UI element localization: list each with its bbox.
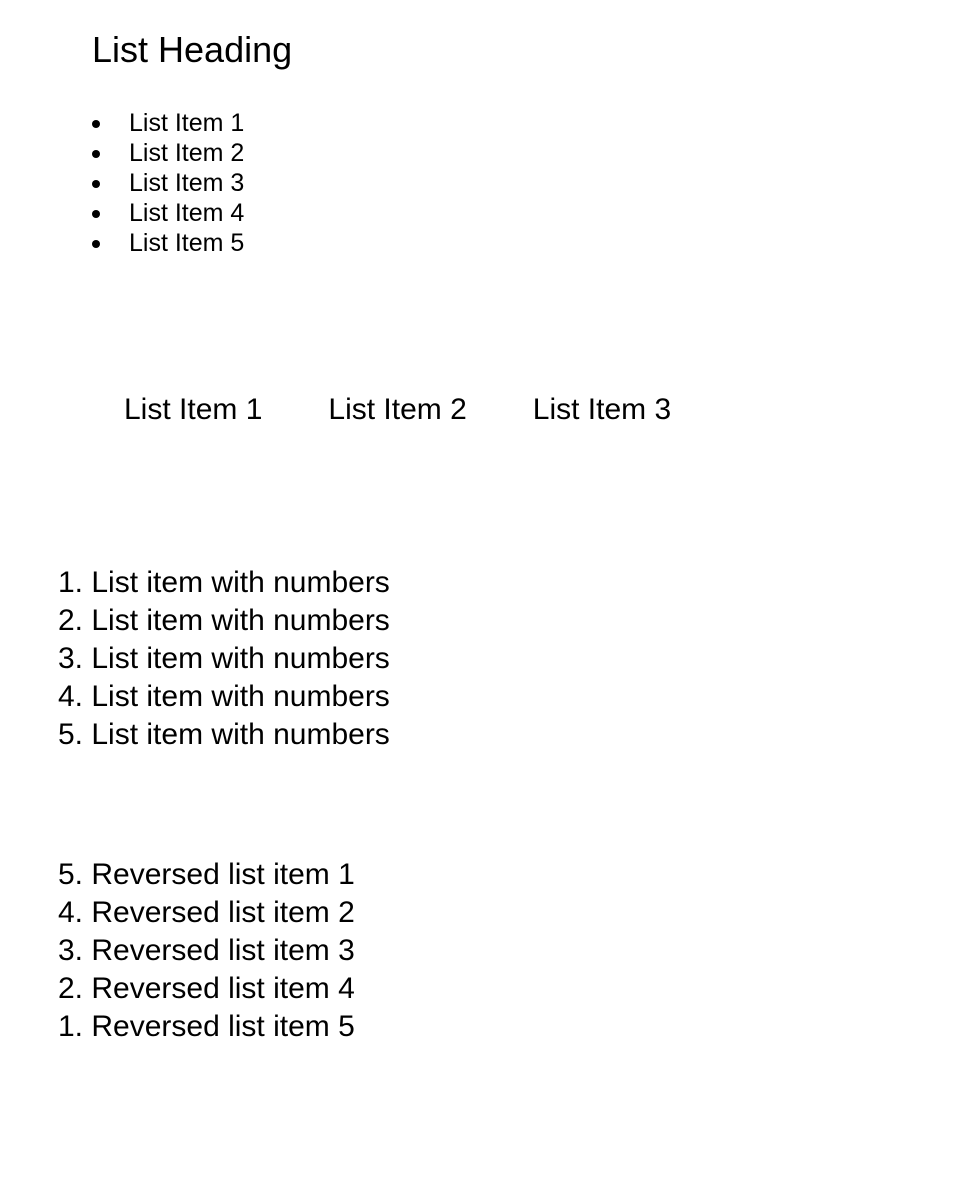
bullet-list-item — [92, 168, 244, 198]
list-marker: 2. — [58, 604, 84, 637]
list-item-label: List item with numbers — [91, 718, 390, 751]
list-marker: 4. — [58, 896, 84, 929]
numbered-list-item — [58, 678, 390, 716]
bullet-icon — [92, 240, 100, 248]
list-item-label: List item with numbers — [91, 680, 390, 713]
list-item-label: Reversed list item 4 — [91, 972, 355, 1005]
bullet-list-item — [92, 228, 244, 258]
inline-list-item: List Item 3 — [532, 393, 672, 426]
bullet-item-label: List Item 3 — [129, 169, 245, 197]
bullet-item-label: List Item 5 — [129, 229, 245, 257]
list-heading: List Heading — [92, 29, 293, 70]
bullet-list-item — [92, 198, 244, 228]
reversed-list — [58, 856, 355, 1046]
list-marker: 4. — [58, 680, 84, 713]
list-item-label: List item with numbers — [91, 642, 390, 675]
reversed-list-item — [58, 856, 355, 894]
numbered-list-item — [58, 716, 390, 754]
list-marker: 3. — [58, 642, 84, 675]
numbered-list-item — [58, 564, 390, 602]
bullet-list-item — [92, 138, 244, 168]
list-marker: 1. — [58, 1010, 84, 1043]
bullet-icon — [92, 210, 100, 218]
list-item-label: Reversed list item 5 — [91, 1010, 355, 1043]
list-item-label: Reversed list item 2 — [91, 896, 355, 929]
bullet-icon — [92, 180, 100, 188]
list-marker: 3. — [58, 934, 84, 967]
list-marker: 2. — [58, 972, 84, 1005]
reversed-list-item — [58, 894, 355, 932]
bullet-item-label: List Item 2 — [129, 139, 245, 167]
numbered-list — [58, 564, 390, 754]
bullet-list-item — [92, 108, 244, 138]
bullet-icon — [92, 120, 100, 128]
inline-list-item: List Item 1 — [124, 393, 263, 426]
list-marker: 5. — [58, 858, 84, 891]
numbered-list-item — [58, 640, 390, 678]
bullet-icon — [92, 150, 100, 158]
inline-list — [124, 390, 737, 430]
list-item-label: List item with numbers — [91, 604, 390, 637]
inline-list-item: List Item 2 — [328, 393, 467, 426]
reversed-list-item — [58, 1008, 355, 1046]
list-marker: 5. — [58, 718, 84, 751]
list-item-label: Reversed list item 3 — [91, 934, 355, 967]
list-marker: 1. — [58, 566, 84, 599]
list-item-label: Reversed list item 1 — [91, 858, 355, 891]
list-item-label: List item with numbers — [91, 566, 390, 599]
bullet-item-label: List Item 4 — [129, 199, 245, 227]
bullet-item-label: List Item 1 — [129, 109, 245, 137]
reversed-list-item — [58, 970, 355, 1008]
numbered-list-item — [58, 602, 390, 640]
bullet-list — [92, 108, 244, 258]
reversed-list-item — [58, 932, 355, 970]
